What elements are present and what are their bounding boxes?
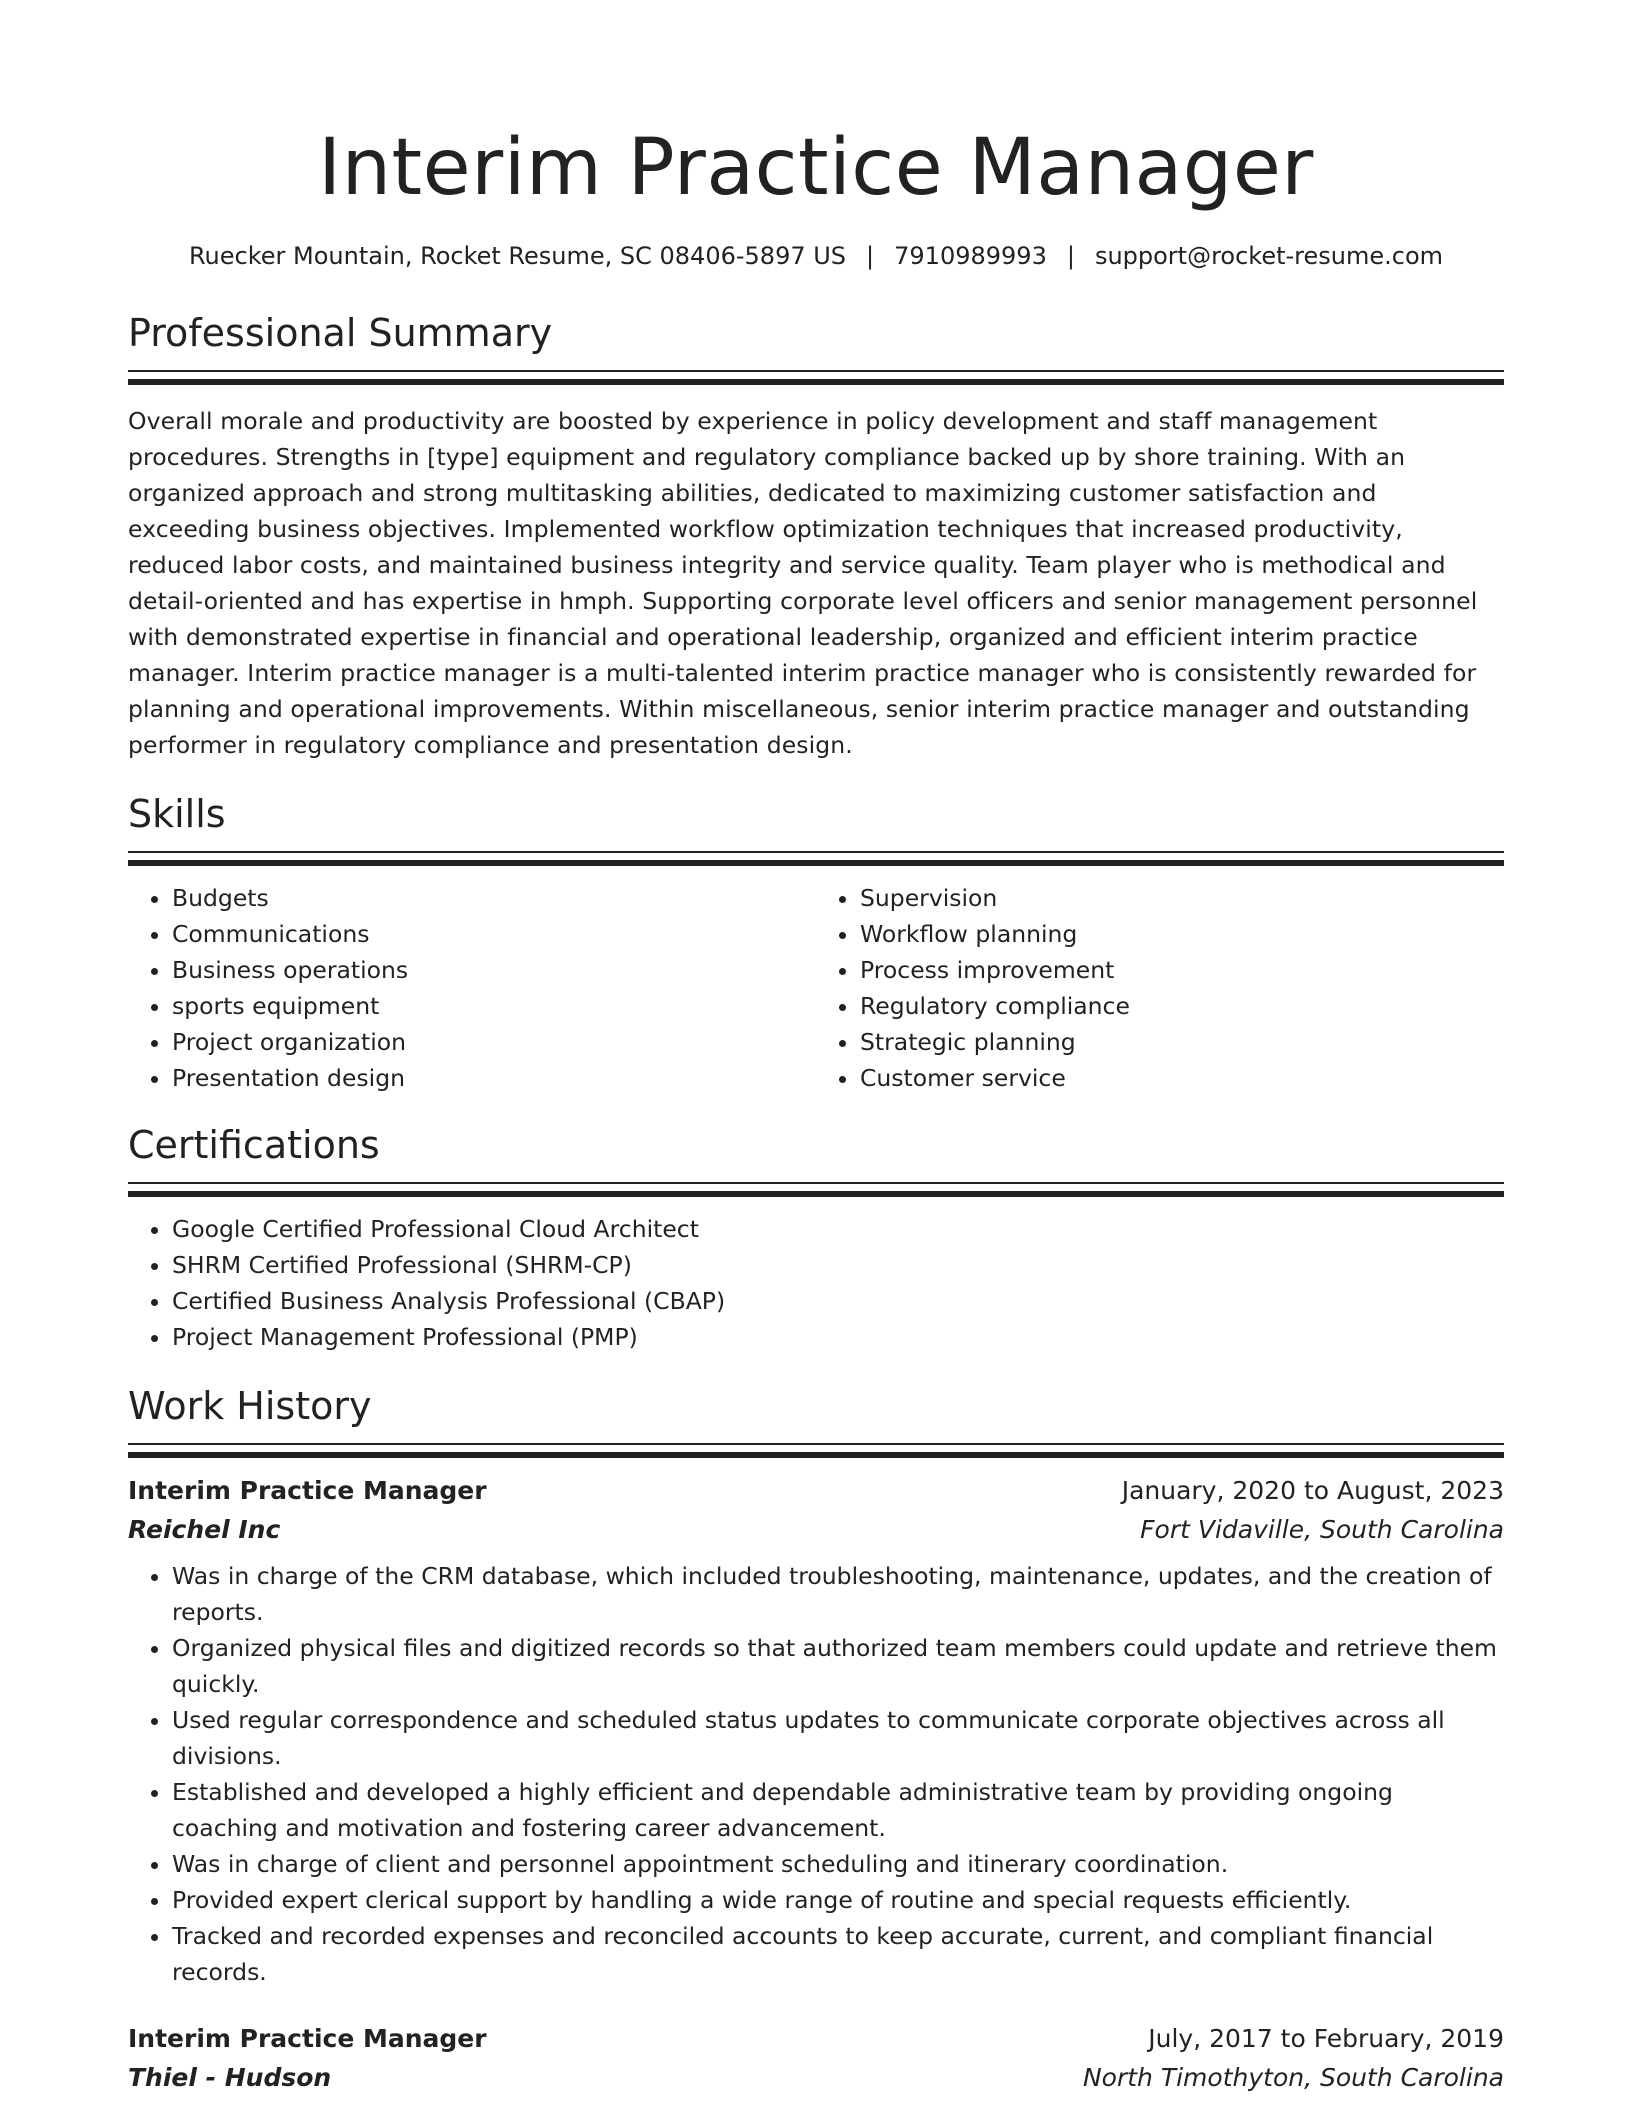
section-divider [128,1182,1504,1197]
section-divider [128,370,1504,385]
skills-section [128,789,1504,1096]
work-history-section [128,1381,1504,2098]
job-dates: January, 2020 to August, 2023 [1121,1476,1504,1505]
contact-line [128,238,1504,274]
certification-item: • SHRM Certified Professional (SHRM-CP) [172,1247,1504,1283]
company-name: Reichel Inc [128,1515,281,1544]
section-title-skills: Skills [128,792,226,836]
certifications-section [128,1120,1504,1355]
skill-item: • Supervision [860,880,1504,916]
section-title-summary: Professional Summary [128,311,553,355]
skills-list-right [816,880,1504,1096]
skill-item: • Communications [172,916,816,952]
phone: 7910989993 [894,242,1047,270]
address: Ruecker Mountain, Rocket Resume, SC 08406-5897 US [188,242,847,270]
separator: | [866,242,875,270]
skill-item: • Regulatory compliance [860,988,1504,1024]
job-header [128,2020,1504,2058]
job-subheader [128,2058,1504,2098]
job-title: Interim Practice Manager [128,1476,487,1505]
page-title: Interim Practice Manager [318,123,1314,213]
skills-list-left [128,880,816,1096]
skill-item: • Presentation design [172,1060,816,1096]
job-bullet: • Established and developed a highly efficient and dependable administrative team by providing ongoing coaching and motivation and fostering career advancement. [172,1774,1504,1846]
section-divider [128,851,1504,866]
skill-item: • Project organization [172,1024,816,1060]
skill-item: • Customer service [860,1060,1504,1096]
skill-item: • Budgets [172,880,816,916]
job-bullet: • Was in charge of the CRM database, which included troubleshooting, maintenance, updates, and the creation of reports. [172,1558,1504,1630]
skill-item: • Business operations [172,952,816,988]
job-bullets [128,1558,1504,1990]
company-name: Thiel - Hudson [128,2063,332,2092]
certification-item: • Certified Business Analysis Professional (CBAP) [172,1283,1504,1319]
certification-item: • Google Certified Professional Cloud Architect [172,1211,1504,1247]
job-entry [128,1472,1504,1990]
summary-text: Overall morale and productivity are boosted by experience in policy development and staff management procedures. Strengths in [type] equipment and regulatory compliance backed up by shore training. With an organized approach and strong multitasking abilities, dedicated to maximizing customer satisfaction and exceeding business objectives. Implemented workflow optimization techniques that increased productivity, reduced labor costs, and maintained business integrity and service quality. Team player who is methodical and detail-oriented and has expertise in hmph. Supporting corporate level officers and senior management personnel with demonstrated expertise in financial and operational leadership, organized and efficient interim practice manager. Interim practice manager is a multi-talented interim practice manager who is consistently rewarded for planning and operational improvements. Within miscellaneous, senior interim practice manager and outstanding performer in regulatory compliance and presentation design. [128,407,1478,759]
skill-item: • sports equipment [172,988,816,1024]
job-dates: July, 2017 to February, 2019 [1148,2024,1504,2053]
skill-item: • Process improvement [860,952,1504,988]
job-bullet: • Tracked and recorded expenses and reconciled accounts to keep accurate, current, and compliant financial records. [172,1918,1504,1990]
skill-item: • Strategic planning [860,1024,1504,1060]
job-entry [128,2020,1504,2098]
job-bullet: • Used regular correspondence and scheduled status updates to communicate corporate objectives across all divisions. [172,1702,1504,1774]
skill-item: • Workflow planning [860,916,1504,952]
job-location: North Timothyton, South Carolina [1082,2063,1504,2092]
job-header [128,1472,1504,1510]
certification-item: • Project Management Professional (PMP) [172,1319,1504,1355]
skills-columns [128,880,1504,1096]
resume-page [128,0,1504,2098]
separator: | [1066,242,1075,270]
job-subheader [128,1510,1504,1550]
certifications-list [128,1211,1504,1355]
section-title-work-history: Work History [128,1384,372,1428]
job-bullet: • Organized physical files and digitized records so that authorized team members could update and retrieve them quickly. [172,1630,1504,1702]
job-title: Interim Practice Manager [128,2024,487,2053]
summary-section [128,308,1504,763]
job-location: Fort Vidaville, South Carolina [1140,1515,1504,1544]
section-title-certifications: Certifications [128,1123,380,1167]
section-divider [128,1443,1504,1458]
email: support@rocket-resume.com [1094,242,1444,270]
job-bullet: • Provided expert clerical support by handling a wide range of routine and special requests efficiently. [172,1882,1504,1918]
job-bullet: • Was in charge of client and personnel appointment scheduling and itinerary coordination. [172,1846,1504,1882]
